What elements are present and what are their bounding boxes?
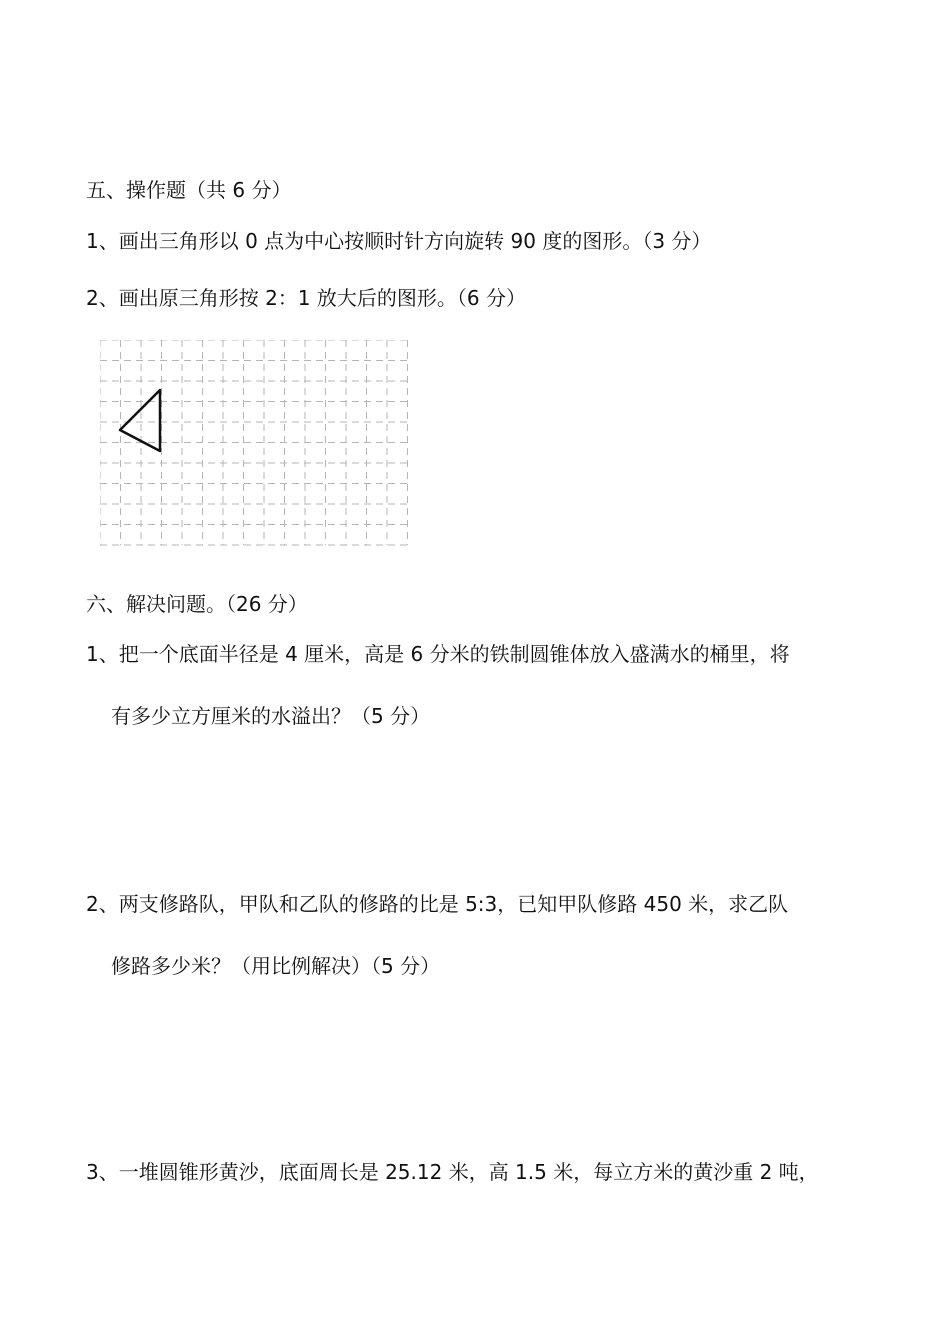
section5-heading: 五、操作题（共 6 分） xyxy=(86,178,292,202)
question-6-3-line1: 3、一堆圆锥形黄沙，底面周长是 25.12 米，高 1.5 米，每立方米的黄沙重 2 吨， xyxy=(86,1160,819,1184)
section6-heading: 六、解决问题。（26 分） xyxy=(86,592,308,616)
question-6-1-line1: 1、把一个底面半径是 4 厘米，高是 6 分米的铁制圆锥体放入盛满水的桶里，将 xyxy=(86,642,790,666)
question-6-2-line1: 2、两支修路队，甲队和乙队的修路的比是 5:3，已知甲队修路 450 米，求乙队 xyxy=(86,892,789,916)
question-5-1: 1、画出三角形以 0 点为中心按顺时针方向旋转 90 度的图形。（3 分） xyxy=(86,229,712,253)
grid-svg xyxy=(100,340,412,550)
question-6-2-line2: 修路多少米？（用比例解决）（5 分） xyxy=(111,954,441,978)
square-grid-figure xyxy=(100,340,412,550)
question-6-1-line2: 有多少立方厘米的水溢出？（5 分） xyxy=(111,704,431,728)
original-triangle xyxy=(120,390,160,451)
question-5-2: 2、画出原三角形按 2：1 放大后的图形。（6 分） xyxy=(86,286,526,310)
